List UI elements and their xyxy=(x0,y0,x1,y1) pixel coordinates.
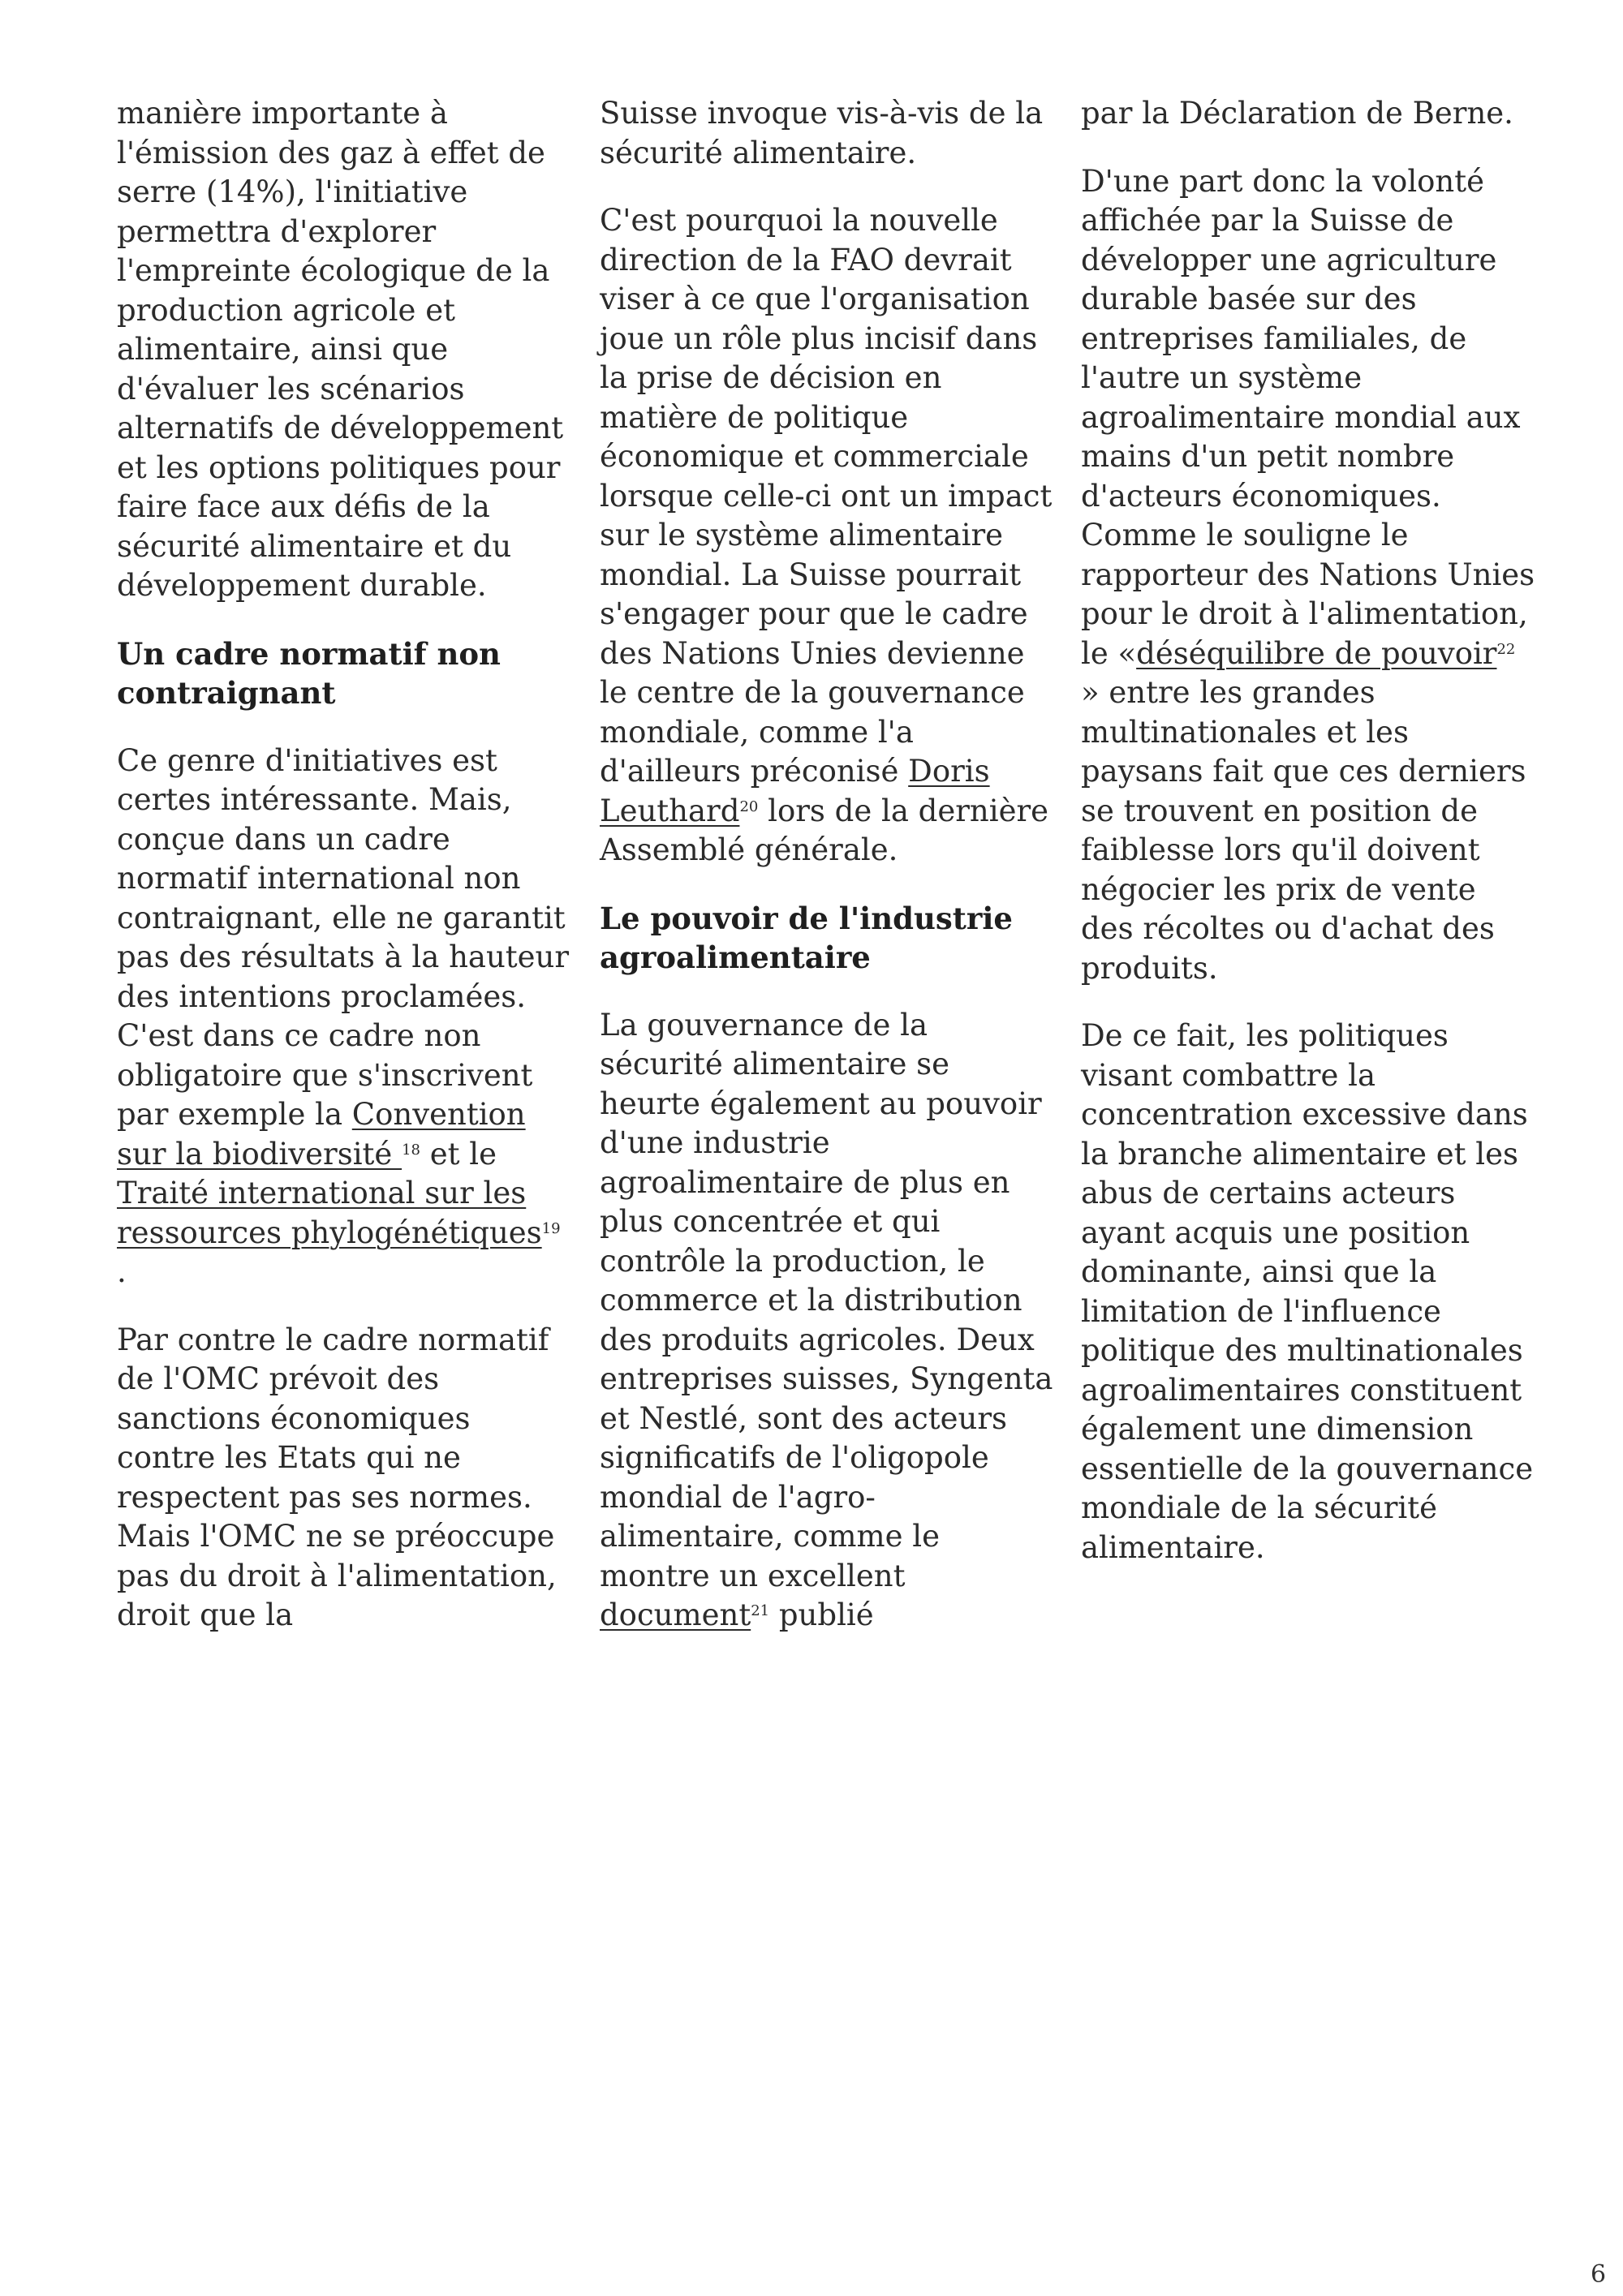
footnote-ref[interactable]: 20 xyxy=(739,798,759,815)
link-desequilibre-de-pouvoir[interactable]: déséquilibre de pouvoir xyxy=(1136,635,1497,671)
section-heading: Un cadre normatif non contraignant xyxy=(117,635,501,711)
text: » entre les grandes multinationales et les paysans fait que ces derniers se trouvent en position de faiblesse lors qu'il doivent négocier les prix de vente des récoltes ou d'achat des produits. xyxy=(1081,675,1526,986)
column-2 xyxy=(600,94,1054,1664)
page-number: 6 xyxy=(1591,2260,1607,2289)
footnote-ref[interactable]: 22 xyxy=(1496,640,1516,658)
text: La gouvernance de la sécurité alimentaire se heurte également au pouvoir d'une industrie agroalimentaire de plus en plus concentrée et qui contrôle la production, le commerce et la distribution des produits agricoles. Deux entreprises suisses, Syngenta et Nestlé, sont des acteurs significatifs de l'oligopole mondial de l'agro-alimentaire, comme le montre un excellent xyxy=(600,1007,1053,1593)
footnote-ref[interactable]: 18 xyxy=(402,1141,420,1159)
paragraph xyxy=(600,1006,1054,1636)
link-doris-leuthard[interactable]: Doris Leuthard xyxy=(600,754,990,828)
text: lors de la dernière Assemblé générale. xyxy=(600,793,1049,867)
paragraph xyxy=(600,201,1054,871)
paragraph: par la Déclaration de Berne. xyxy=(1081,96,1513,131)
text: C'est pourquoi la nouvelle direction de la FAO devrait viser à ce que l'organisation joue un rôle plus incisif dans la prise de décision en matière de politique économique et commerciale lorsque celle-ci ont un impact sur le système alimentaire mondial. La Suisse pourrait s'engager pour que le cadre des Nations Unies devienne le centre de la gouvernance mondiale, comme l'a d'ailleurs préconisé xyxy=(600,203,1053,789)
link-traite-international[interactable]: Traité international sur les ressources phylogénétiques xyxy=(117,1176,542,1250)
paragraph xyxy=(1081,162,1535,989)
paragraph: Par contre le cadre normatif de l'OMC prévoit des sanctions économiques contre les Etats qui ne respectent pas ses normes. Mais l'OMC ne se préoccupe pas du droit à l'alimentation, droit que la xyxy=(117,1322,557,1632)
footnote-ref[interactable]: 19 xyxy=(541,1219,561,1237)
paragraph: manière importante à l'émission des gaz à effet de serre (14%), l'initiative permettra d'explorer l'empreinte écologique de la production agricole et alimentaire, ainsi que d'évaluer les scénarios alternatifs de développement et les options politiques pour faire face aux défis de la sécurité alimentaire et du développement durable. xyxy=(117,96,564,603)
footnote-ref[interactable]: 21 xyxy=(751,1602,770,1619)
text: D'une part donc la volonté affichée par la Suisse de développer une agriculture durable basée sur des entreprises familiales, de l'autre un système agroalimentaire mondial aux mains d'un petit nombre d'acteurs économiques. Comme le souligne le rapporteur des Nations Unies pour le droit à l'alimentation, le « xyxy=(1081,163,1535,671)
column-1 xyxy=(117,94,571,1664)
text: et le xyxy=(420,1136,497,1172)
text: Ce genre d'initiatives est certes intéressante. Mais, conçue dans un cadre normatif international non contraignant, elle ne garantit pas des résultats à la hauteur des intentions proclamées. C'est dans ce cadre non obligatoire que s'inscrivent par exemple la xyxy=(117,742,570,1132)
text: . xyxy=(117,1254,127,1289)
link-convention-biodiversite[interactable]: Convention sur la biodiversité xyxy=(117,1097,526,1172)
text: publié xyxy=(769,1597,874,1632)
column-3 xyxy=(1081,94,1535,1596)
paragraph xyxy=(117,742,571,1292)
paragraph: De ce fait, les politiques visant combattre la concentration excessive dans la branche alimentaire et les abus de certains acteurs ayant acquis une position dominante, ainsi que la limitation de l'influence politique des multinationales agroalimentaires constituent également une dimension essentielle de la gouvernance mondiale de la sécurité alimentaire. xyxy=(1081,1018,1534,1565)
section-heading: Le pouvoir de l'industrie agroalimentaire xyxy=(600,900,1013,975)
paragraph: Suisse invoque vis-à-vis de la sécurité alimentaire. xyxy=(600,96,1044,170)
link-document[interactable]: document xyxy=(600,1597,751,1632)
